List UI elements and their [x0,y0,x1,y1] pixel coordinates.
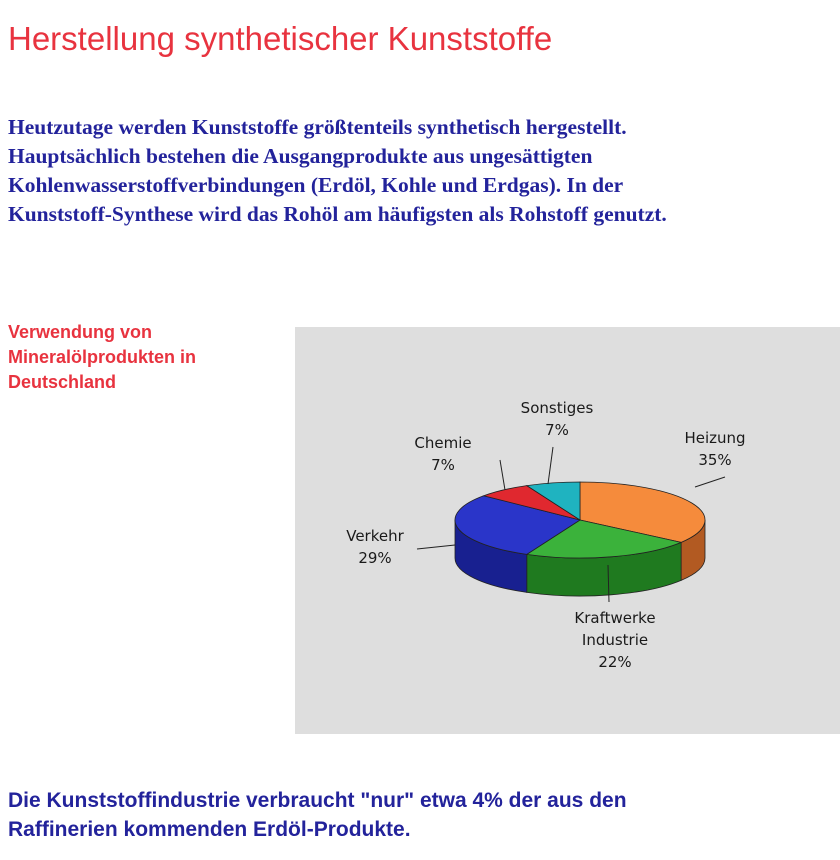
footer-note [8,786,840,844]
slice-name-label: Chemie [414,434,472,452]
leader-line [417,545,455,549]
slice-name-label: Heizung [684,429,746,447]
leader-line [695,477,725,487]
slice-percent-label: 29% [358,549,392,567]
slice-percent-label: 7% [431,456,455,474]
intro-line: Hauptsächlich bestehen die Ausgangprodukte aus ungesättigten [8,144,593,168]
intro-line: Heutzutage werden Kunststoffe größtenteils synthetisch hergestellt. [8,115,627,139]
slice-percent-label: 7% [545,421,569,439]
footer-line: Raffinerien kommenden Erdöl-Produkte. [8,818,411,841]
intro-line: Kohlenwasserstoffverbindungen (Erdöl, Kohle und Erdgas). In der [8,173,624,197]
leader-line [548,447,553,484]
intro-line: Kunststoff-Synthese wird das Rohöl am häufigsten als Rohstoff genutzt. [8,202,667,226]
pie-chart [295,327,840,734]
pie-top-faces [455,482,705,558]
slice-name-label: Kraftwerke [574,609,656,627]
page-title: Herstellung synthetischer Kunststoffe [8,20,553,57]
slice-percent-label: 35% [698,451,732,469]
chart-heading-line: Mineralölprodukten in [8,347,197,367]
chart-heading [8,320,278,395]
leader-line [500,460,505,490]
slice-percent-label: 22% [598,653,632,671]
slice-name-label: Industrie [581,631,649,649]
intro-paragraph [8,113,840,229]
footer-line: Die Kunststoffindustrie verbraucht "nur" etwa 4% der aus den [8,789,627,812]
slice-name-label: Verkehr [346,527,404,545]
chart-heading-line: Verwendung von [8,322,153,342]
pie-chart-panel [295,327,840,734]
chart-heading-line: Deutschland [8,372,117,392]
slice-name-label: Sonstiges [520,399,594,417]
